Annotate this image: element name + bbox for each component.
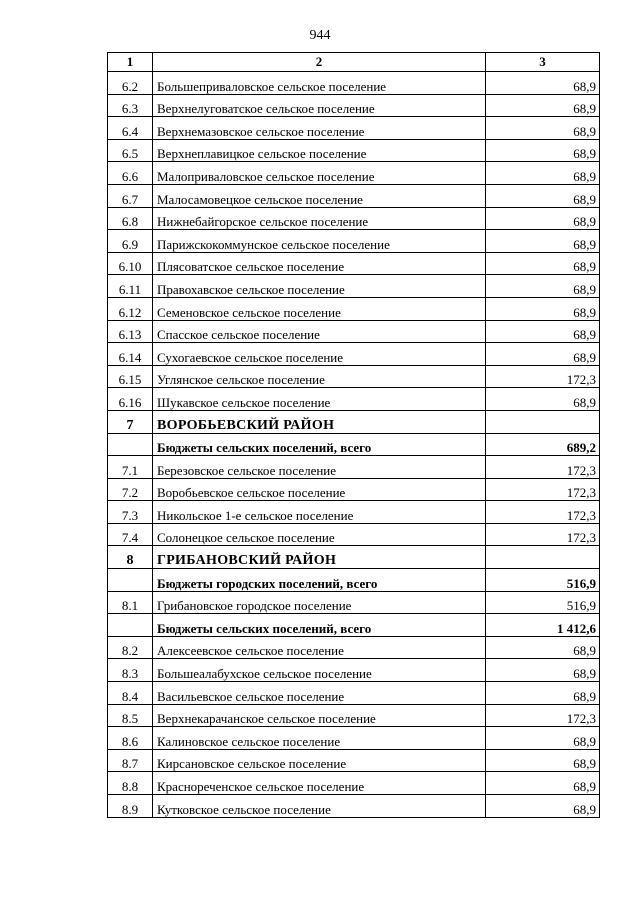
table-row xyxy=(108,162,600,185)
row-value: 1 412,6 xyxy=(486,614,600,637)
row-value xyxy=(486,546,600,569)
row-number: 6.9 xyxy=(108,230,153,253)
table-body xyxy=(108,72,600,818)
row-number: 8.1 xyxy=(108,591,153,614)
row-number: 8.5 xyxy=(108,704,153,727)
table-row xyxy=(108,591,600,614)
total-row xyxy=(108,614,600,637)
row-number: 6.2 xyxy=(108,72,153,95)
row-name: Парижскокоммунское сельское поселение xyxy=(153,230,486,253)
header-col-1: 1 xyxy=(108,53,153,72)
row-number: 8.3 xyxy=(108,659,153,682)
row-name: Калиновское сельское поселение xyxy=(153,727,486,750)
row-value: 68,9 xyxy=(486,94,600,117)
row-value: 172,3 xyxy=(486,365,600,388)
row-name: Шукавское сельское поселение xyxy=(153,388,486,411)
row-name: Верхнемазовское сельское поселение xyxy=(153,117,486,140)
row-name: Бюджеты сельских поселений, всего xyxy=(153,433,486,456)
header-row xyxy=(108,53,600,72)
row-value: 68,9 xyxy=(486,749,600,772)
row-value: 68,9 xyxy=(486,207,600,230)
table-row xyxy=(108,636,600,659)
row-number: 6.3 xyxy=(108,94,153,117)
row-value: 68,9 xyxy=(486,795,600,818)
row-name: Большеалабухское сельское поселение xyxy=(153,659,486,682)
page-number: 944 xyxy=(309,28,331,43)
district-row xyxy=(108,410,600,433)
header-col-2: 2 xyxy=(153,53,486,72)
row-name: Кирсановское сельское поселение xyxy=(153,749,486,772)
row-value: 172,3 xyxy=(486,523,600,546)
row-number xyxy=(108,433,153,456)
row-value: 68,9 xyxy=(486,275,600,298)
table-row xyxy=(108,320,600,343)
row-value: 68,9 xyxy=(486,139,600,162)
row-number: 6.16 xyxy=(108,388,153,411)
row-name: Никольское 1-е сельское поселение xyxy=(153,501,486,524)
table-row xyxy=(108,275,600,298)
table-row xyxy=(108,501,600,524)
total-row xyxy=(108,569,600,592)
table-row xyxy=(108,207,600,230)
row-name: Верхнеплавицкое сельское поселение xyxy=(153,139,486,162)
table-row xyxy=(108,343,600,366)
row-number: 7.1 xyxy=(108,456,153,479)
row-name: Верхнелуговатское сельское поселение xyxy=(153,94,486,117)
row-name: Бюджеты городских поселений, всего xyxy=(153,569,486,592)
row-name: Воробьевское сельское поселение xyxy=(153,478,486,501)
row-name: Кутковское сельское поселение xyxy=(153,795,486,818)
row-name: Грибановское городское поселение xyxy=(153,591,486,614)
table-row xyxy=(108,704,600,727)
row-name: Малосамовецкое сельское поселение xyxy=(153,184,486,207)
row-value: 68,9 xyxy=(486,72,600,95)
row-value: 172,3 xyxy=(486,704,600,727)
table-row xyxy=(108,252,600,275)
row-value: 68,9 xyxy=(486,162,600,185)
row-number: 7.4 xyxy=(108,523,153,546)
row-name: Плясоватское сельское поселение xyxy=(153,252,486,275)
table-row xyxy=(108,117,600,140)
row-name: ВОРОБЬЕВСКИЙ РАЙОН xyxy=(153,410,486,433)
table-row xyxy=(108,727,600,750)
row-number: 6.15 xyxy=(108,365,153,388)
table-header xyxy=(108,53,600,72)
row-value: 68,9 xyxy=(486,184,600,207)
row-number: 6.4 xyxy=(108,117,153,140)
row-value: 68,9 xyxy=(486,682,600,705)
row-number: 6.6 xyxy=(108,162,153,185)
row-number: 8.2 xyxy=(108,636,153,659)
row-value: 68,9 xyxy=(486,117,600,140)
row-name: Правохавское сельское поселение xyxy=(153,275,486,298)
row-name: Васильевское сельское поселение xyxy=(153,682,486,705)
row-number: 6.7 xyxy=(108,184,153,207)
row-name: Краснореченское сельское поселение xyxy=(153,772,486,795)
table-row xyxy=(108,184,600,207)
row-number: 6.5 xyxy=(108,139,153,162)
row-number: 8.8 xyxy=(108,772,153,795)
table-row xyxy=(108,365,600,388)
row-value: 68,9 xyxy=(486,388,600,411)
header-col-3: 3 xyxy=(486,53,600,72)
row-name: Алексеевское сельское поселение xyxy=(153,636,486,659)
row-number: 8.6 xyxy=(108,727,153,750)
row-name: Верхнекарачанское сельское поселение xyxy=(153,704,486,727)
row-value: 68,9 xyxy=(486,636,600,659)
row-number: 8 xyxy=(108,546,153,569)
row-value: 516,9 xyxy=(486,591,600,614)
row-number: 7 xyxy=(108,410,153,433)
row-name: Большеприваловское сельское поселение xyxy=(153,72,486,95)
row-value: 689,2 xyxy=(486,433,600,456)
table-row xyxy=(108,72,600,95)
row-value: 68,9 xyxy=(486,320,600,343)
row-value: 68,9 xyxy=(486,252,600,275)
row-value: 516,9 xyxy=(486,569,600,592)
budget-table xyxy=(107,52,600,818)
table-row xyxy=(108,772,600,795)
row-value: 68,9 xyxy=(486,343,600,366)
row-value xyxy=(486,410,600,433)
row-number xyxy=(108,569,153,592)
row-number xyxy=(108,614,153,637)
district-row xyxy=(108,546,600,569)
table-row xyxy=(108,94,600,117)
row-value: 172,3 xyxy=(486,456,600,479)
row-name: Малоприваловское сельское поселение xyxy=(153,162,486,185)
row-name: Углянское сельское поселение xyxy=(153,365,486,388)
row-number: 8.7 xyxy=(108,749,153,772)
row-value: 172,3 xyxy=(486,478,600,501)
row-name: Сухогаевское сельское поселение xyxy=(153,343,486,366)
row-number: 6.8 xyxy=(108,207,153,230)
row-value: 68,9 xyxy=(486,230,600,253)
table-row xyxy=(108,682,600,705)
table-row xyxy=(108,795,600,818)
row-number: 8.9 xyxy=(108,795,153,818)
table-row xyxy=(108,478,600,501)
table-row xyxy=(108,297,600,320)
row-number: 7.3 xyxy=(108,501,153,524)
total-row xyxy=(108,433,600,456)
row-name: Спасское сельское поселение xyxy=(153,320,486,343)
table-row xyxy=(108,456,600,479)
row-name: Бюджеты сельских поселений, всего xyxy=(153,614,486,637)
table-row xyxy=(108,388,600,411)
table-row xyxy=(108,230,600,253)
row-number: 8.4 xyxy=(108,682,153,705)
row-value: 68,9 xyxy=(486,659,600,682)
row-number: 6.14 xyxy=(108,343,153,366)
row-number: 6.12 xyxy=(108,297,153,320)
row-number: 6.10 xyxy=(108,252,153,275)
row-name: Солонецкое сельское поселение xyxy=(153,523,486,546)
row-number: 6.11 xyxy=(108,275,153,298)
row-name: ГРИБАНОВСКИЙ РАЙОН xyxy=(153,546,486,569)
row-value: 68,9 xyxy=(486,727,600,750)
row-value: 68,9 xyxy=(486,297,600,320)
row-value: 172,3 xyxy=(486,501,600,524)
table-row xyxy=(108,139,600,162)
table-row xyxy=(108,749,600,772)
row-value: 68,9 xyxy=(486,772,600,795)
row-name: Нижнебайгорское сельское поселение xyxy=(153,207,486,230)
row-number: 7.2 xyxy=(108,478,153,501)
table-row xyxy=(108,523,600,546)
table-row xyxy=(108,659,600,682)
row-name: Березовское сельское поселение xyxy=(153,456,486,479)
row-name: Семеновское сельское поселение xyxy=(153,297,486,320)
row-number: 6.13 xyxy=(108,320,153,343)
